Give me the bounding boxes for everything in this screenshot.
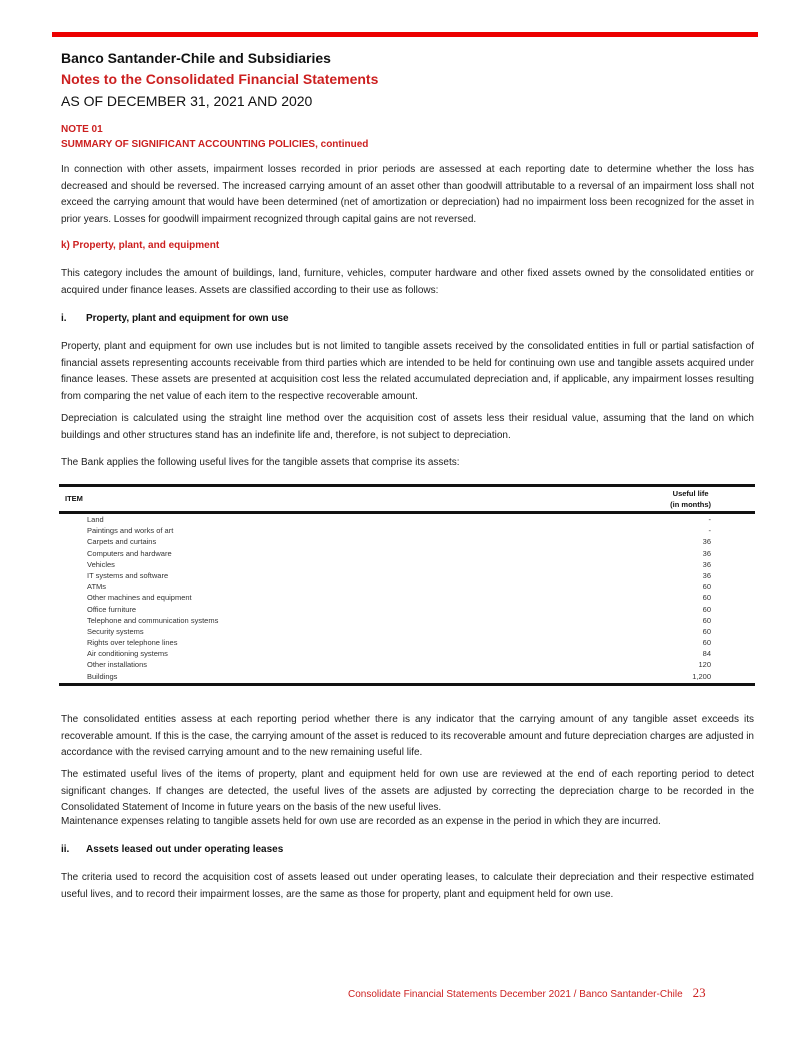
paragraph-maintenance: Maintenance expenses relating to tangible assets held for own use are recorded as an expense in the period in which they are incurred. [61, 816, 661, 827]
item-name: Other machines and equipment [87, 593, 192, 603]
subsection-heading-i [61, 313, 289, 324]
table-row [59, 672, 755, 683]
table-row [59, 627, 755, 638]
item-name: Carpets and curtains [87, 537, 157, 547]
section-heading-k: k) Property, plant, and equipment [61, 240, 220, 251]
paragraph-review: The estimated useful lives of the items of property, plant and equipment held for own use are reviewed at the end of each reporting period to detect significant changes. If changes are detected, the useful lives of the assets are adjusted by correcting the depreciation charge to be recorded in the Consolidated Statement of Income in future years on the basis of the new useful lives. [61, 769, 754, 814]
paragraph-own-use: Property, plant and equipment for own use includes but is not limited to tangible assets received by the consolidated entities in full or partial satisfaction of financial assets representing accounts receivable from third parties which are intended to be held for continuing own use and tangible assets acquired under finance leases. These assets are presented at acquisition cost less the related accumulated depreciation and, if applicable, any impairment losses resulting from comparing the net value of each item to the respective recoverable amount. [61, 341, 754, 403]
item-months: 60 [702, 615, 711, 625]
subsection-number: ii. [61, 844, 70, 855]
item-name: Vehicles [87, 559, 115, 569]
paragraph-useful-lives-intro: The Bank applies the following useful lives for the tangible assets that comprise its assets: [61, 457, 460, 468]
item-name: Paintings and works of art [87, 526, 174, 536]
paragraph-category: This category includes the amount of buildings, land, furniture, vehicles, computer hardware and other fixed assets owned by the consolidated entities or acquired under finance leases. Assets are classified according to their use as follows: [61, 268, 754, 296]
company-name: Banco Santander-Chile and Subsidiaries [61, 50, 331, 66]
item-months: 60 [702, 582, 711, 592]
table-row [59, 537, 755, 548]
item-months: 36 [702, 537, 711, 547]
item-name: Rights over telephone lines [87, 638, 178, 648]
page-footer [348, 985, 706, 1001]
item-name: Buildings [87, 671, 118, 681]
item-months: 1,200 [692, 671, 711, 681]
item-months: 60 [702, 604, 711, 614]
useful-lives-table [59, 484, 755, 686]
header-red-bar [52, 32, 758, 37]
item-months: 60 [702, 626, 711, 636]
table-row [59, 649, 755, 660]
note-title: SUMMARY OF SIGNIFICANT ACCOUNTING POLICIES, continued [61, 139, 369, 150]
paragraph-depreciation: Depreciation is calculated using the straight line method over the acquisition cost of assets less their residual value, assuming that the land on which buildings and other structures stand has an indefinite life and, therefore, is not subject to depreciation. [61, 413, 754, 441]
table-row [59, 660, 755, 671]
subsection-heading-ii [61, 844, 283, 855]
table-row [59, 515, 755, 526]
subsection-title: Property, plant and equipment for own use [86, 313, 289, 324]
table-header [59, 487, 755, 511]
paragraph-leased: The criteria used to record the acquisition cost of assets leased out under operating leases, to calculate their depreciation and their respective estimated useful lives, and to record their impairment losses, are the same as those for property, plant and equipment held for own use. [61, 872, 754, 900]
paragraph-impairment: In connection with other assets, impairment losses recorded in prior periods are assessed at each reporting date to determine whether the loss has decreased and should be reversed. The increased carrying amount of an asset other than goodwill attributable to a reversal of an impairment loss shall not exceed the carrying amount that would have been determined (net of amortization or depreciation) had no impairment loss been recognized for the asset in prior years. Losses for goodwill impairment recognized through capital gains are not reversed. [61, 164, 754, 226]
item-name: Computers and hardware [87, 548, 172, 558]
note-number: NOTE 01 [61, 124, 103, 135]
footer-text: Consolidate Financial Statements December 2021 / Banco Santander-Chile [348, 989, 683, 1000]
item-months: - [708, 526, 711, 536]
table-row [59, 526, 755, 537]
column-header-useful-life [670, 488, 711, 510]
item-name: Office furniture [87, 604, 137, 614]
table-row [59, 571, 755, 582]
item-name: Other installations [87, 660, 148, 670]
table-row [59, 616, 755, 627]
column-header-line-1: Useful life [672, 489, 709, 498]
subsection-title: Assets leased out under operating leases [86, 844, 284, 855]
column-header-line-2: (in months) [670, 500, 711, 509]
paragraph-assess: The consolidated entities assess at each reporting period whether there is any indicator that the carrying amount of any tangible asset exceeds its recoverable amount. If this is the case, the carrying amount of the asset is reduced to its recoverable amount and future depreciation charges are adjusted in accordance with the revised carrying amount and to the new remaining useful life. [61, 714, 754, 759]
table-row [59, 593, 755, 604]
item-name: Security systems [87, 626, 144, 636]
item-months: 36 [702, 570, 711, 580]
item-name: IT systems and software [87, 570, 169, 580]
item-months: 60 [702, 638, 711, 648]
document-title: Notes to the Consolidated Financial Statements [61, 71, 379, 87]
subsection-number: i. [61, 313, 67, 324]
item-months: 36 [702, 548, 711, 558]
table-row [59, 638, 755, 649]
item-name: Telephone and communication systems [87, 615, 219, 625]
item-months: - [708, 515, 711, 524]
item-name: Land [87, 515, 104, 524]
item-name: ATMs [87, 582, 107, 592]
item-months: 84 [702, 649, 711, 659]
table-row [59, 560, 755, 571]
table-bottom-rule [59, 683, 755, 686]
table-row [59, 582, 755, 593]
as-of-date: AS OF DECEMBER 31, 2021 AND 2020 [61, 93, 313, 109]
table-row [59, 605, 755, 616]
item-months: 120 [698, 660, 711, 670]
item-name: Air conditioning systems [87, 649, 168, 659]
page-number: 23 [692, 985, 706, 1000]
item-months: 60 [702, 593, 711, 603]
item-months: 36 [702, 559, 711, 569]
column-header-item: ITEM [65, 494, 83, 503]
table-row [59, 549, 755, 560]
table-body [59, 514, 755, 683]
